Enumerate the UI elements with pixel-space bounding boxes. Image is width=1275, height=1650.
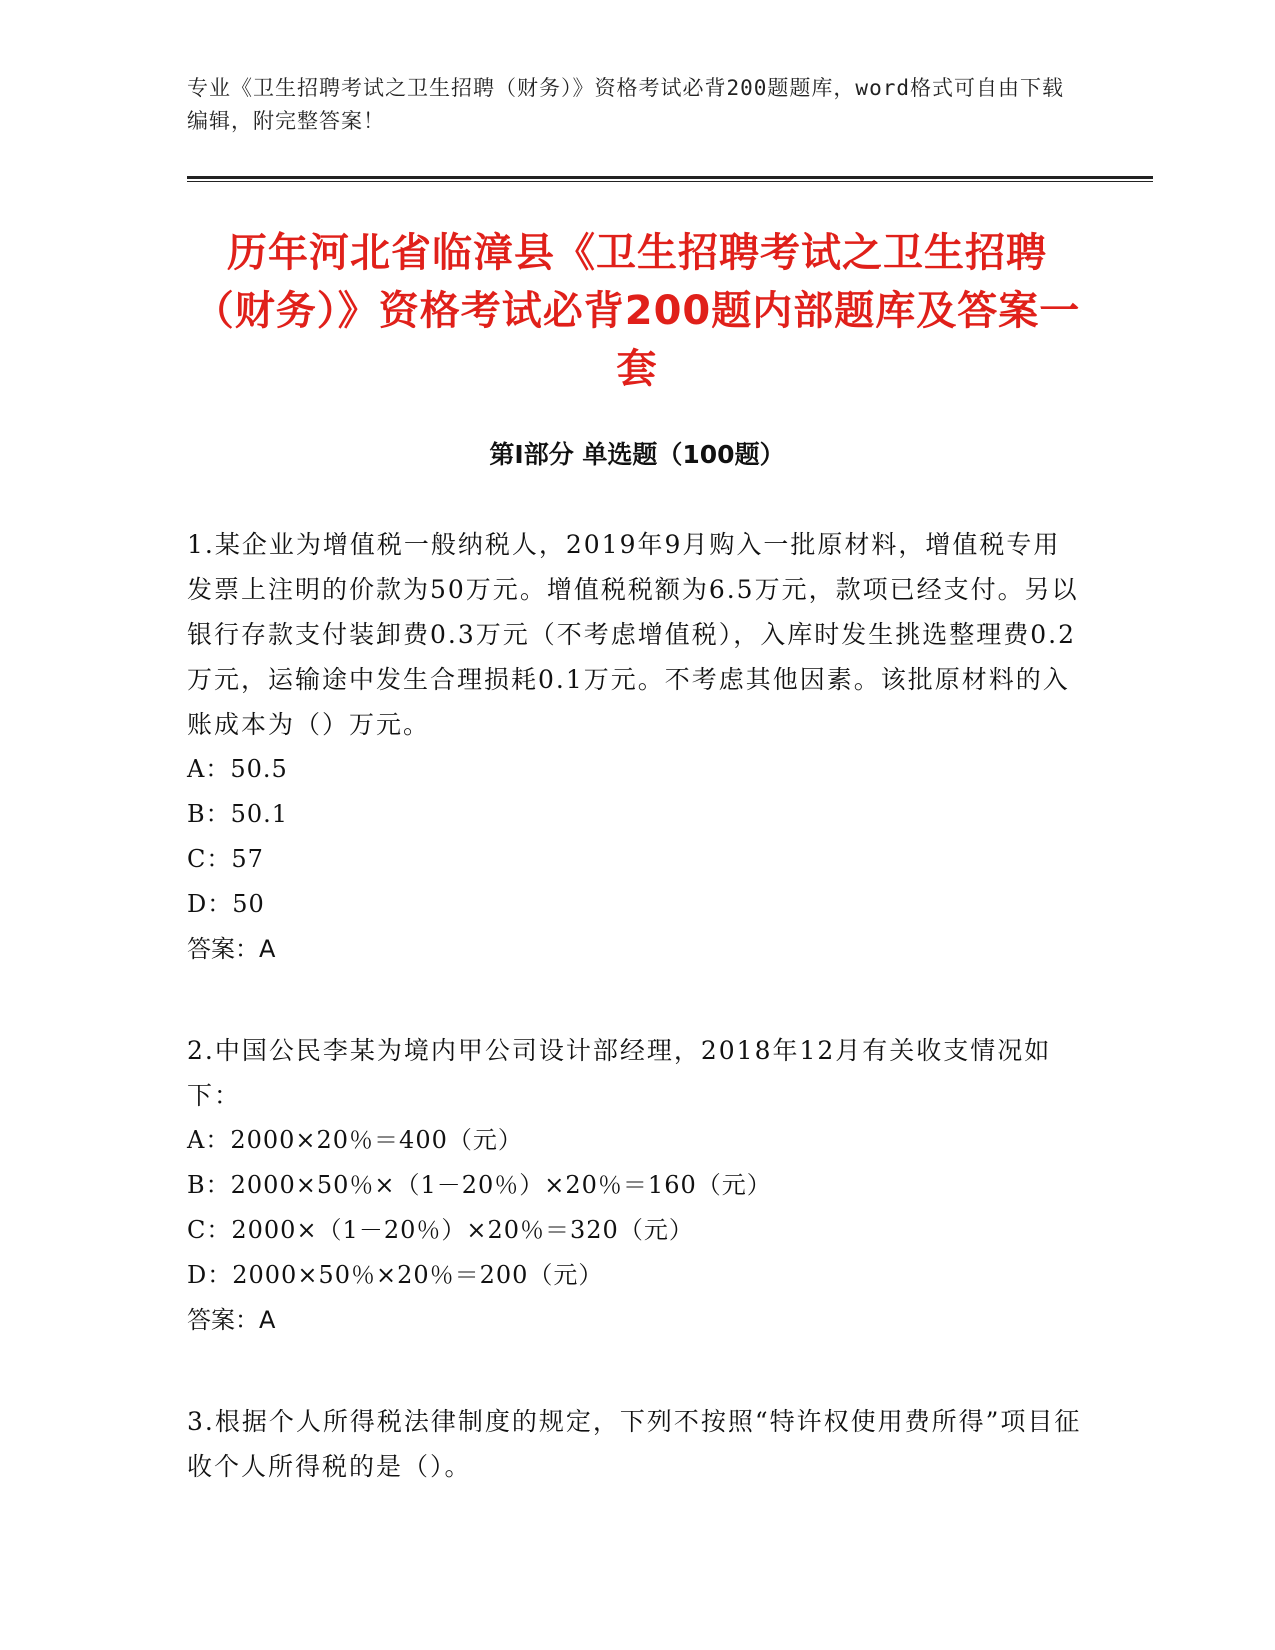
option-d: D：50 (187, 890, 265, 918)
answer-line: 答案：A (187, 935, 276, 963)
document-title: 历年河北省临漳县《卫生招聘考试之卫生招聘（财务）》资格考试必背200题内部题库及答案一套 (193, 230, 1081, 392)
question-stem: 3.根据个人所得税法律制度的规定，下列不按照“特许权使用费所得”项目征收个人所得税的是（）。 (187, 1407, 1082, 1481)
header-divider-thick (187, 176, 1153, 179)
option-d: D：2000×50％×20％＝200（元） (187, 1261, 604, 1289)
question-stem: 2.中国公民李某为境内甲公司设计部经理，2018年12月有关收支情况如下： (187, 1036, 1052, 1110)
option-a: A：2000×20％＝400（元） (187, 1126, 523, 1154)
question-list (187, 522, 1087, 1545)
header-divider-thin (187, 181, 1153, 182)
section-title: 第Ⅰ部分 单选题（100题） (489, 440, 785, 469)
answer-line: 答案：A (187, 1306, 276, 1334)
question-3 (187, 1399, 1087, 1489)
question-1 (187, 522, 1087, 972)
option-b: B：2000×50％×（1－20％）×20％＝160（元） (187, 1171, 772, 1199)
question-2 (187, 1028, 1087, 1343)
question-stem: 1.某企业为增值税一般纳税人，2019年9月购入一批原材料，增值税专用发票上注明的价款为50万元。增值税税额为6.5万元，款项已经支付。另以银行存款支付装卸费0.3万元（不考虑增值税），入库时发生挑选整理费0.2万元，运输途中发生合理损耗0.1万元。不考虑其他因素。该批原材料的入账成本为（）万元。 (187, 530, 1079, 739)
option-list (187, 747, 1087, 927)
option-b: B：50.1 (187, 800, 289, 828)
option-c: C：57 (187, 845, 264, 873)
option-c: C：2000×（1－20％）×20％＝320（元） (187, 1216, 694, 1244)
header-note: 专业《卫生招聘考试之卫生招聘（财务）》资格考试必背200题题库，word格式可自由下载编辑，附完整答案！ (187, 76, 1064, 133)
option-list (187, 1118, 1087, 1298)
option-a: A：50.5 (187, 755, 288, 783)
